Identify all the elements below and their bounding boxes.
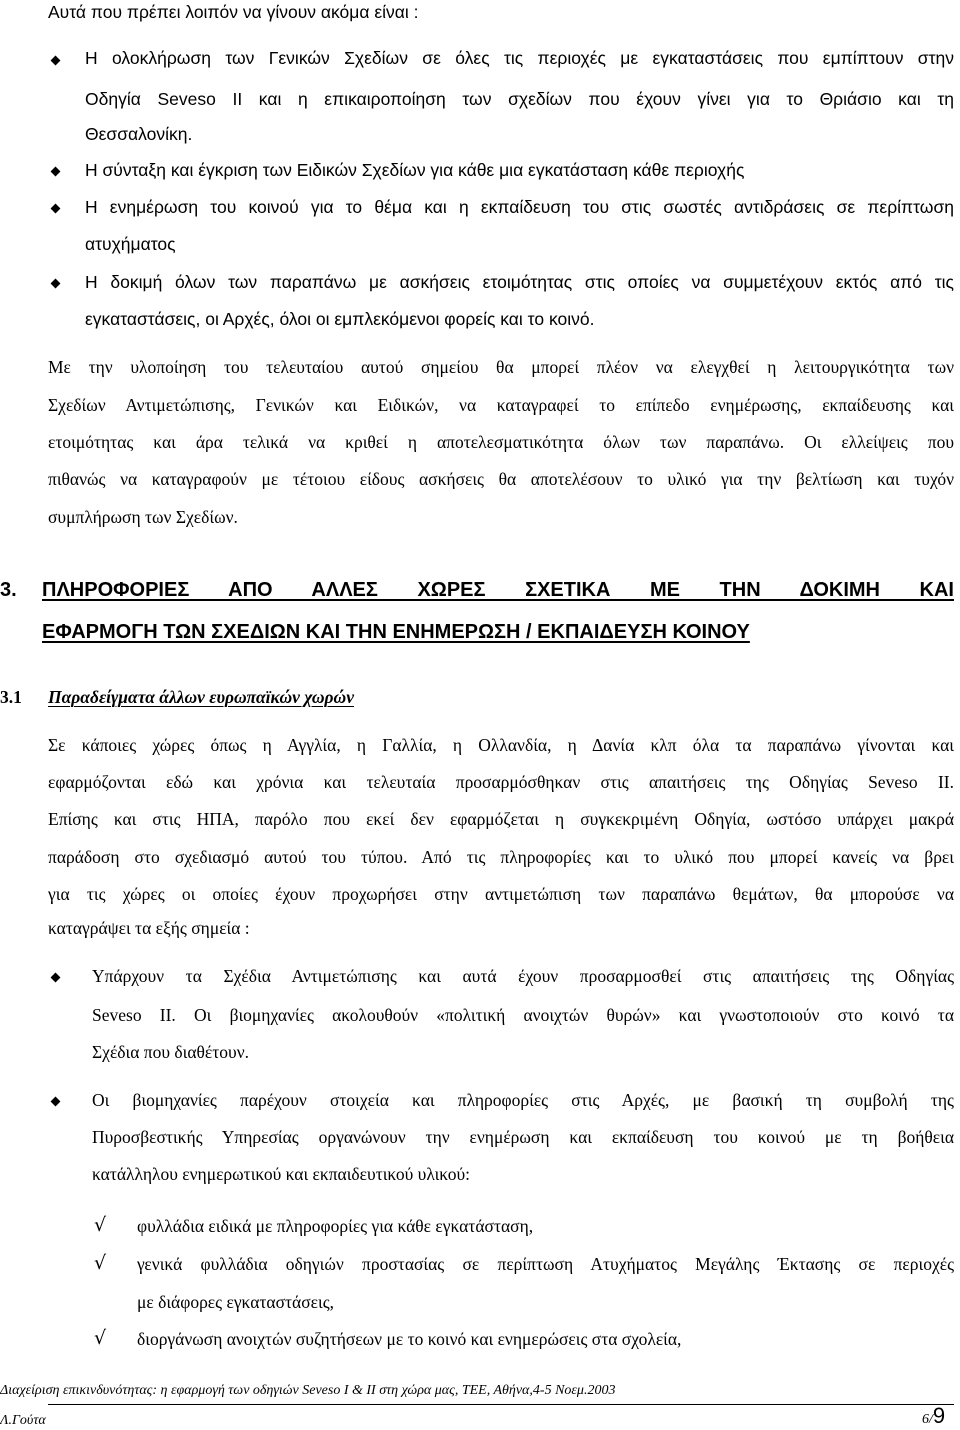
- paragraph-line: συμπλήρωση των Σχεδίων.: [48, 507, 238, 527]
- page-total: 9: [932, 1403, 946, 1428]
- paragraph-line: Με την υλοποίηση του τελευταίου αυτού σημείου θα μπορεί πλέον να ελεγχθεί η λειτουργικότητα των: [48, 357, 954, 377]
- footer-author: Λ.Γούτα: [0, 1413, 46, 1428]
- section-number: 3.: [0, 579, 17, 601]
- bullet-marker: [51, 973, 61, 983]
- section-title-line2: ΕΦΑΡΜΟΓΗ ΤΩΝ ΣΧΕΔΙΩΝ ΚΑΙ ΤΗΝ ΕΝΗΜΕΡΩΣΗ / ΕΚΠΑΙΔΕΥΣΗ ΚΟΙΝΟΥ: [42, 621, 750, 643]
- page-number: [922, 1403, 946, 1428]
- bullet-text-line: Πυροσβεστικής Υπηρεσίας οργανώνουν την ενημέρωση και εκπαίδευση του κοινού με τη βοήθεια: [92, 1127, 954, 1147]
- intro-text: Αυτά που πρέπει λοιπόν να γίνουν ακόμα είναι :: [48, 2, 419, 22]
- bullet-text-line: Η δοκιμή όλων των παραπάνω με ασκήσεις ετοιμότητας στις οποίες να συμμετέχουν εκτός από τις: [85, 272, 954, 292]
- bullet-text-line: Σχέδια που διαθέτουν.: [92, 1042, 250, 1062]
- check-item: διοργάνωση ανοιχτών συζητήσεων με το κοινό και ενημερώσεις στα σχολεία,: [137, 1329, 682, 1349]
- paragraph-line: Σε κάποιες χώρες όπως η Αγγλία, η Γαλλία, η Ολλανδία, η Δανία κλπ όλα τα παραπάνω γίνονται και: [48, 735, 954, 755]
- bullet-marker: [51, 167, 61, 177]
- bullet-text-line: ατυχήματος: [85, 234, 176, 254]
- paragraph-line: εφαρμόζονται εδώ και χρόνια και τελευταία προσαρμόσθηκαν στις απαιτήσεις της Οδηγίας Seveso II.: [48, 772, 954, 792]
- bullet-text-line: Η ενημέρωση του κοινού για το θέμα και η εκπαίδευση του στις σωστές αντιδράσεις σε περίπτωση: [85, 197, 954, 217]
- check-mark-icon: √: [94, 1252, 107, 1274]
- check-item: γενικά φυλλάδια οδηγιών προστασίας σε περίπτωση Ατυχήματος Μεγάλης Έκτασης σε περιοχές: [137, 1254, 954, 1274]
- subsection-number: 3.1: [0, 687, 22, 707]
- paragraph-line: παράδοση στο σχεδιασμό αυτού του τύπου. Από τις πληροφορίες και το υλικό που μπορεί κανείς να βρει: [48, 847, 954, 867]
- subsection-title: Παραδείγματα άλλων ευρωπαϊκών χωρών: [48, 687, 354, 707]
- paragraph-line: πιθανώς να καταγραφούν με τέτοιου είδους ασκήσεις θα αποτελέσουν το υλικό για την βελτίωση και τυχόν: [48, 469, 954, 489]
- bullet-text-line: εγκαταστάσεις, οι Αρχές, όλοι οι εμπλεκόμενοι φορείς και το κοινό.: [85, 309, 595, 329]
- check-item: με διάφορες εγκαταστάσεις,: [137, 1292, 335, 1312]
- bullet-text-line: κατάλληλου ενημερωτικού και εκπαιδευτικού υλικού:: [92, 1164, 471, 1184]
- bullet-text-line: Οι βιομηχανίες παρέχουν στοιχεία και πληροφορίες στις Αρχές, με βασική τη συμβολή της: [92, 1090, 954, 1110]
- bullet-text-line: Υπάρχουν τα Σχέδια Αντιμετώπισης και αυτά έχουν προσαρμοσθεί στις απαιτήσεις της Οδηγίας: [92, 966, 954, 986]
- check-mark-icon: √: [94, 1327, 107, 1349]
- bullet-text-line: Η σύνταξη και έγκριση των Ειδικών Σχεδίων για κάθε μια εγκατάσταση κάθε περιοχής: [85, 160, 745, 180]
- bullet-marker: [51, 56, 61, 66]
- check-mark-icon: √: [94, 1214, 107, 1236]
- bullet-marker: [51, 279, 61, 289]
- section-title-line1: ΠΛΗΡΟΦΟΡΙΕΣ ΑΠΟ ΑΛΛΕΣ ΧΩΡΕΣ ΣΧΕΤΙΚΑ ΜΕ ΤΗΝ ΔΟΚΙΜΗ ΚΑΙ: [42, 579, 954, 601]
- bullet-text-line: Η ολοκλήρωση των Γενικών Σχεδίων σε όλες τις περιοχές με εγκαταστάσεις που εμπίπτουν στην: [85, 48, 954, 68]
- bullet-text-line: Seveso II. Οι βιομηχανίες ακολουθούν «πολιτική ανοιχτών θυρών» και γνωστοποιούν στο κοινό τα: [92, 1005, 954, 1025]
- paragraph-line: Επίσης και στις ΗΠΑ, παρόλο που εκεί δεν εφαρμόζεται η συγκεκριμένη Οδηγία, ωστόσο υπάρχει μακρά: [48, 809, 954, 829]
- page-current: 6: [922, 1412, 929, 1427]
- paragraph-line: ετοιμότητας και άρα τελικά να κριθεί η αποτελεσματικότητα όλων των παραπάνω. Οι ελλείψεις που: [48, 432, 954, 452]
- bullet-marker: [51, 204, 61, 214]
- check-item: φυλλάδια ειδικά με πληροφορίες για κάθε εγκατάσταση,: [137, 1216, 534, 1236]
- paragraph-line: για τις χώρες οι οποίες έχουν προχωρήσει στην αντιμετώπιση των παραπάνω θεμάτων, θα μπορούσε να: [48, 884, 954, 904]
- page-separator: /: [929, 1412, 933, 1427]
- paragraph-line: Σχεδίων Αντιμετώπισης, Γενικών και Ειδικών, να καταγραφεί το επίπεδο ενημέρωσης, εκπαίδευσης και: [48, 395, 954, 415]
- footer-divider: [48, 1404, 954, 1405]
- bullet-text-line: Θεσσαλονίκη.: [85, 124, 193, 144]
- bullet-marker: [51, 1097, 61, 1107]
- paragraph-line: καταγράψει τα εξής σημεία :: [48, 918, 250, 938]
- footer-text: Διαχείριση επικινδυνότητας: η εφαρμογή των οδηγιών Seveso I & II στη χώρα μας, ΤΕΕ, Αθήνα,4-5 Νοεμ.2003: [0, 1383, 616, 1398]
- bullet-text-line: Οδηγία Seveso II και η επικαιροποίηση των σχεδίων που έχουν γίνει για το Θριάσιο και τη: [85, 89, 954, 109]
